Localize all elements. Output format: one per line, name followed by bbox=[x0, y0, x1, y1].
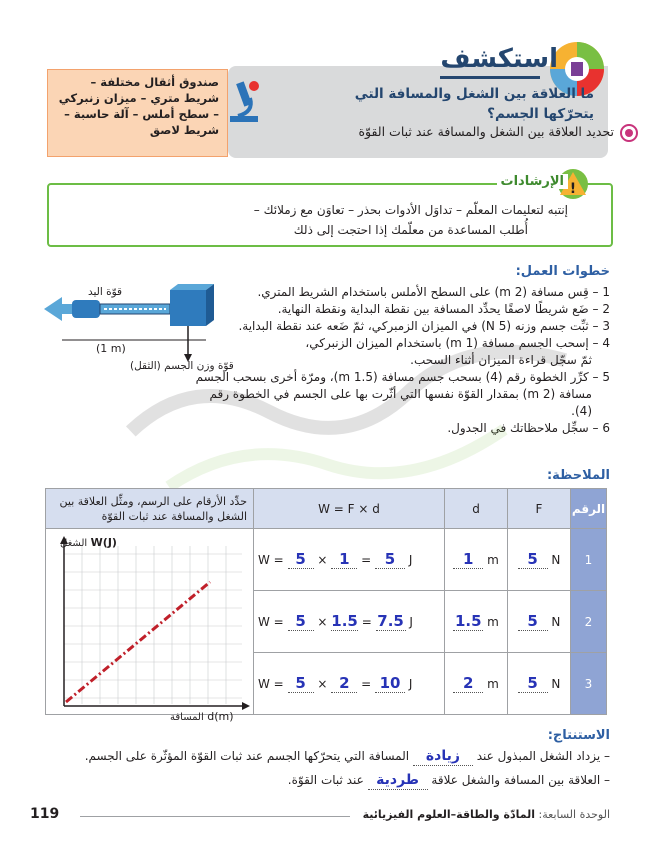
graph-x-label: d(m) المسافة bbox=[170, 710, 234, 723]
step-3: 3 – ثبِّت جسم وزنه (5 N) في الميزان الزمبركي، ثمّ ضَعه عند نقطة البداية. bbox=[238, 319, 610, 333]
cell-f: 5 N bbox=[508, 653, 571, 715]
guidance-line-1: إنتبه لتعليمات المعلّم – تداوَل الأدوات بحذر – تعاوَن مع زملائك – bbox=[253, 203, 568, 217]
step-1: 1 – قِس مسافة (2 m) على السطح الأملس باستخدام الشريط المتري. bbox=[257, 285, 610, 299]
conclusion-line-2: – العلاقة بين المسافة والشغل علاقة طردية عند ثبات القوّة. bbox=[287, 772, 610, 788]
header-d: d bbox=[445, 489, 508, 529]
guidance-title: الإرشادات bbox=[497, 174, 568, 189]
cell-d: 1.5 m bbox=[445, 591, 508, 653]
page-number: 119 bbox=[30, 806, 60, 822]
conclusion-line-1: – يزداد الشغل المبذول عند زيادة المسافة التي يتحرّكها الجسم عند ثبات القوّة المؤثّرة على الجسم. bbox=[84, 748, 610, 764]
step-4: 4 – إسحب الجسم مسافة (1 m) باستخدام الميزان الزنبركي، bbox=[305, 336, 610, 350]
work-distance-graph bbox=[52, 534, 252, 724]
step-2: 2 – ضَع شريطًا لاصقًا يحدِّد المسافة بين نقطة البداية ونقطة النهاية. bbox=[277, 302, 610, 316]
hand-force-label: قوّة اليد bbox=[88, 286, 123, 298]
page-title: استكشف bbox=[440, 44, 558, 74]
target-icon bbox=[620, 124, 638, 142]
row-num: 2 bbox=[571, 591, 607, 653]
graph-y-label: W(J) الشغل bbox=[60, 536, 117, 549]
cell-d: 1 m bbox=[445, 529, 508, 591]
footer-divider bbox=[80, 816, 350, 817]
weight-label: قوّة وزن الجسم (الثقل) bbox=[130, 360, 234, 372]
header-num: الرقم bbox=[571, 489, 607, 529]
cell-f: 5 N bbox=[508, 529, 571, 591]
steps-title: خطوات العمل: bbox=[515, 264, 610, 279]
svg-text:!: ! bbox=[569, 181, 577, 197]
microscope-icon bbox=[224, 76, 264, 126]
cell-w: W = 5 × 1 = 5 J bbox=[254, 529, 445, 591]
materials-box: صندوق أثقال مختلفة – شريط متري – ميزان زنبركي – سطح أملس – آلة حاسبة – شريط لاصق bbox=[47, 69, 228, 157]
distance-label: (1 m) bbox=[96, 342, 126, 355]
step-5: 5 – كرِّر الخطوة رقم (4) بسحب جسم مسافة (1.5 m)، ومرّة أخرى بسحب الجسم bbox=[195, 370, 610, 384]
cell-d: 2 m bbox=[445, 653, 508, 715]
row-num: 3 bbox=[571, 653, 607, 715]
cell-w: W = 5 × 2 = 10 J bbox=[254, 653, 445, 715]
header-f: F bbox=[508, 489, 571, 529]
header-graph: حدِّد الأرقام على الرسم، ومثِّل العلاقة بين الشغل والمسافة عند ثبات القوّة bbox=[46, 489, 254, 529]
guidance-text bbox=[138, 200, 568, 240]
cell-f: 5 N bbox=[508, 591, 571, 653]
title-underline bbox=[440, 76, 540, 79]
step-4b: ثمّ سجّل قراءة الميزان أثناء السحب. bbox=[410, 353, 592, 367]
relation-line bbox=[66, 582, 210, 702]
footer-unit: الوحدة السابعة: المادّة والطاقة–العلوم الفيزيائية bbox=[362, 808, 610, 821]
step-6: 6 – سجِّل ملاحظاتك في الجدول. bbox=[447, 421, 610, 435]
step-5b: مسافة (2 m) بمقدار القوّة نفسها التي أثّرت بها على الجسم في الخطوة رقم (4). bbox=[209, 387, 592, 418]
footer-bar bbox=[0, 806, 654, 828]
observation-title: الملاحظة: bbox=[546, 468, 610, 483]
conclusion-title: الاستنتاج: bbox=[547, 728, 610, 743]
row-num: 1 bbox=[571, 529, 607, 591]
cell-w: W = 5 × 1.5 = 7.5 J bbox=[254, 591, 445, 653]
guidance-line-2: أُطلب المساعدة من معلّمك إذا احتجت إلى ذلك bbox=[293, 223, 528, 237]
header-w: W = F × d bbox=[254, 489, 445, 529]
question-text: ما العلاقة بين الشغل والمسافة التي يتحرّكها الجسم؟ bbox=[354, 86, 594, 122]
goal-text: تحديد العلاقة بين الشغل والمسافة عند ثبات القوّة bbox=[358, 124, 614, 139]
